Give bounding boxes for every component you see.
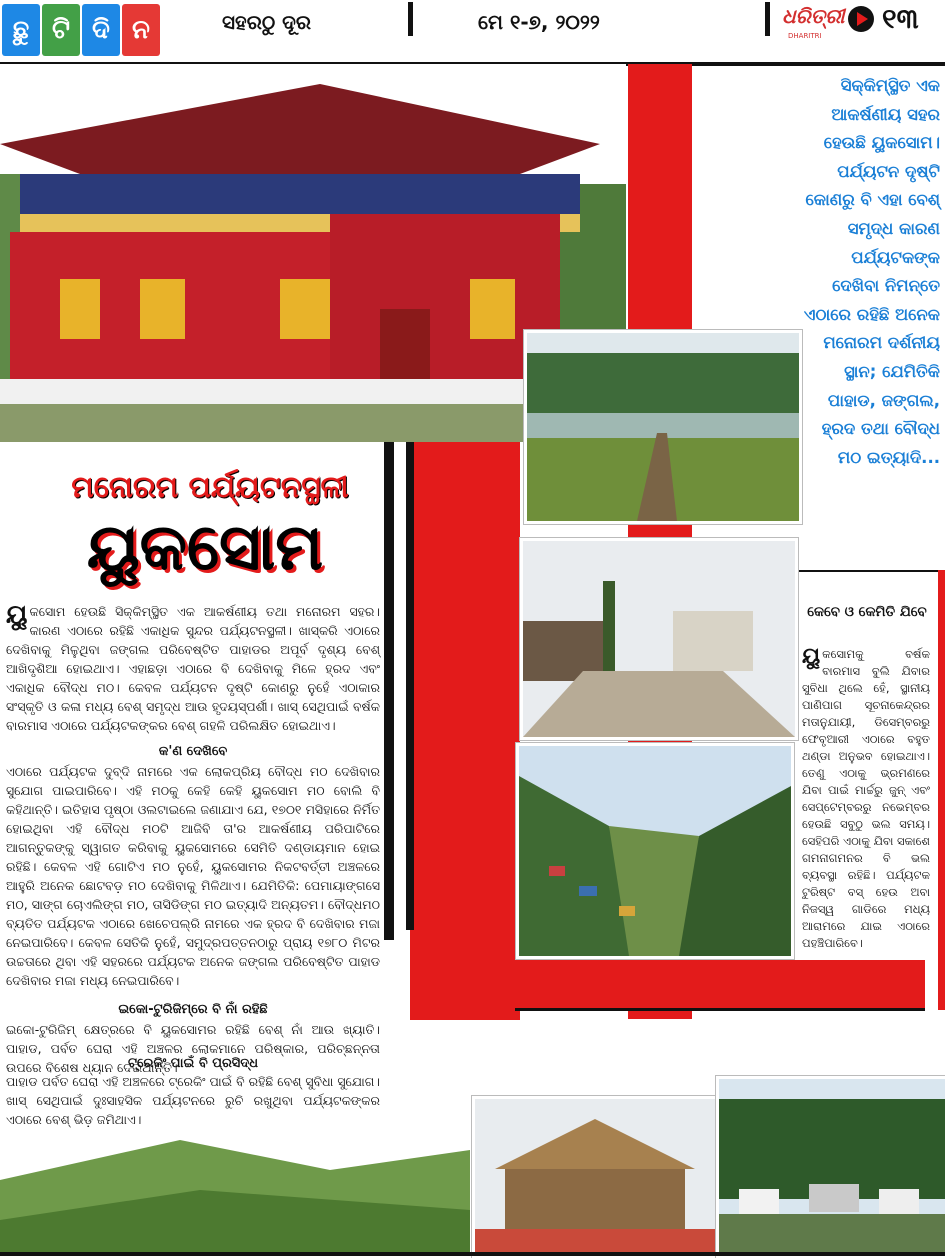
header-divider <box>765 2 770 36</box>
village-road-photo <box>520 538 798 740</box>
page-topic: ସହରଠୁ ଦୂର <box>222 10 312 34</box>
paper-logo-sub: DHARITRI <box>788 32 822 40</box>
decor-black-bar <box>406 420 414 930</box>
section-letter-3: ଦି <box>82 4 120 56</box>
section-letter-1: ଛୁ <box>2 4 40 56</box>
lake-photo <box>524 330 802 524</box>
header-divider <box>408 2 413 36</box>
eco-tourism-text: ଇକୋ-ଟୁରିଜିମ୍ କ୍ଷେତ୍ରରେ ବି ୟୁକସୋମର ରହିଛି ବେଶ୍ ନାଁ ଆଉ ଖ୍ୟାତି। ପାହାଡ, ପର୍ବତ ଘେରା ଏହି ଅଞ୍ଚଳର ଲୋକମାନେ ପରିଷ୍କାର, ପରିଚ୍ଛନ୍ନତା ଉପରେ ବିଶେଷ ଧ୍ୟାନ ଦେଇଥାନ୍ତି। <box>6 1022 380 1075</box>
what-to-see-heading: କ'ଣ ଦେଖିବେ <box>158 744 228 759</box>
pull-quote: ସିକ୍କିମ୍‌ସ୍ଥିତ ଏକ ଆକର୍ଷଣୀୟ ସହର ହେଉଛି ୟୁକସୋମ। ପର୍ଯ୍ୟଟନ ଦୃଷ୍ଟି କୋଣରୁ ବି ଏହା ବେଶ୍ ସମୃଦ୍ଧ କାରଣ ପର୍ଯ୍ୟଟକଙ୍କ ଦେଖିବା ନିମନ୍ତେ ଏଠାରେ ରହିଛି ଅନେକ ମନୋରମ ଦର୍ଶନୀୟ ସ୍ଥାନ; ଯେମିତିକି ପାହାଡ, ଜଙ୍ଗଲ, ହ୍ରଦ ତଥା ବୌଦ୍ଧ ମଠ ଇତ୍ୟାଦି... <box>803 76 940 467</box>
trekking-text: ପାହାଡ ପର୍ବତ ଘେରା ଏହି ଅଞ୍ଚଳରେ ଟ୍ରେକିଂ ପାଇଁ ବି ରହିଛି ବେଶ୍ ସୁବିଧା ସୁଯୋଗ। ଖାସ୍ ସେଥିପାଇଁ ଦୁଃସାହସିକ ପର୍ଯ୍ୟଟନରେ ରୁଚି ରଖୁଥିବା ପର୍ଯ୍ୟଟକଙ୍କର ଏଠାରେ ବେଶ୍ ଭିଡ଼ ଜମିଥାଏ। <box>6 1074 380 1127</box>
headline-title: ୟୁକସୋମ <box>86 511 324 585</box>
paper-logo: ଧରିତ୍ରୀ <box>782 4 845 28</box>
headline-kicker: ମନୋରମ ପର୍ଯ୍ୟଟନସ୍ଥଳୀ <box>71 470 349 505</box>
decor-red-band <box>410 420 520 1020</box>
page-number: ୧୩ <box>882 2 919 35</box>
valley-photo <box>516 743 794 959</box>
decor-red-band <box>515 960 925 1010</box>
section-letter-2: ଟି <box>42 4 80 56</box>
section-letter-4: ନ <box>122 4 160 56</box>
decor-red-band <box>938 570 945 1010</box>
how-to-go-heading: କେବେ ଓ କେମିତି ଯିବେ <box>807 604 927 620</box>
decor-black-rule <box>790 570 945 572</box>
what-to-see-text: ଏଠାରେ ପର୍ଯ୍ୟଟକ ଦୁବ୍‌ଦି ନାମରେ ଏକ ଲୋକପ୍ରିୟ ବୌଦ୍ଧ ମଠ ଦେଖିବାର ସୁଯୋଗ ପାଇପାରିବେ। ଏହି ମଠକୁ କେହି କେହି ୟୁକସୋମ ମଠ ବୋଲି ବି କହିଥାନ୍ତି। ଇତିହାସ ପୃଷ୍ଠା ଓଲଟାଇଲେ ଜଣାଯାଏ ଯେ, ୧୭୦୧ ମସିହାରେ ନିର୍ମିତ ହୋଇଥିବା ଏହି ବୌଦ୍ଧ ମଠଟି ଆଜିବି ତା'ର ଆକର୍ଷଣୀୟ ପରିପାଟିରେ ଆଗନ୍ତୁକଙ୍କୁ ସ୍ୱାଗତ କରିବାକୁ ୟୁକସୋମରେ ସେମିତି ଦଣ୍ଡାୟମାନ ହୋଇ ରହିଛି। କେବଳ ଏହି ଗୋଟିଏ ମଠ ନୁହେଁ, ୟୁକସୋମର ନିକଟବର୍ତ୍ତୀ ଅଞ୍ଚଳରେ ଆହୁରି ଅନେକ ଛୋଟବଡ଼ ମଠ ଦେଖିବାକୁ ମିଳିଥାଏ। ଯେମିତିକି: ପେମାୟାଙ୍ଗସେ ମଠ, ସାଙ୍ଗ ଚୋଏଲିଙ୍ଗ ମଠ, ତାସିଡିଙ୍ଗ ମଠ ଇତ୍ୟାଦି ଅନ୍ୟତମ। ବୌଦ୍ଧମଠ ବ୍ୟତିତ ପର୍ଯ୍ୟଟକ ଏଠାରେ ଖେଚେପଲ୍‌ରି ନାମରେ ଏକ ହ୍ରଦ ବି ଦେଖିବାର ମଜା ନେଇପାରିବେ। କେବଳ ସେତିକି ନୁହେଁ, ସମୁଦ୍ରପତ୍ତନଠାରୁ ପ୍ରାୟ ୧୭୮୦ ମିଟର ଉଚ୍ଚତାରେ ଥିବା ଏହି ସହରରେ ପର୍ଯ୍ୟଟକ ଅନେକ ଜଙ୍ଗଲ ପରିବେଷ୍ଟିତ ପାହାଡ ଦେଖିବାର ମଜା ମଧ୍ୟ ନେଇପାରିବେ। <box>6 764 380 988</box>
how-to-go-paragraph <box>802 646 930 952</box>
hut-photo <box>472 1096 718 1258</box>
trekking-heading: ଟ୍ରେକିଂ ପାଇଁ ବି ପ୍ରସିଦ୍ଧ <box>127 1056 259 1071</box>
intro-paragraph <box>6 602 380 735</box>
decor-black-bar <box>515 1008 925 1011</box>
bottom-rule <box>0 1252 945 1256</box>
page-header <box>0 0 945 66</box>
issue-date: ମେ ୧-୭, ୨୦୨୨ <box>478 10 600 34</box>
eco-tourism-heading: ଇକୋ-ଟୁରିଜିମ୍‌ରେ ବି ନାଁ ରହିଛି <box>118 1002 268 1017</box>
drop-cap: ୟୁ <box>6 600 28 630</box>
intro-text: କସୋମ ହେଉଛି ସିକ୍କିମ୍‌ସ୍ଥିତ ଏକ ଆକର୍ଷଣୀୟ ତଥା ମନୋରମ ସହର। କାରଣ ଏଠାରେ ରହିଛି ଏକାଧିକ ସୁନ୍ଦର ପର୍ଯ୍ୟଟନସ୍ଥଳୀ। ଖାସ୍‌କରି ଏଠାରେ ଦେଖିବାକୁ ମିଳୁଥିବା ଜଙ୍ଗଲ ପରିବେଷ୍ଟିତ ପାହାଡର ଅପୂର୍ବ ଦୃଶ୍ୟ ବେଶ୍ ଆଖିଦୃଶିଆ ହୋଇଥାଏ। ଏହାଛଡ଼ା ଏଠାରେ ବି ଦେଖିବାକୁ ମିଳେ ହ୍ରଦ ଏବଂ ଏକାଧିକ ବୌଦ୍ଧ ମଠ। କେବଳ ପର୍ଯ୍ୟଟନ ଦୃଷ୍ଟି କୋଣରୁ ନୁହେଁ ଏଠାକାର ସଂସ୍କୃତି ଓ କଳା ମଧ୍ୟ ବେଶ୍ ସମୃଦ୍ଧ ଆଉ ହୃଦୟସ୍ପର୍ଶୀ। ଖାସ୍ ସେଥିପାଇଁ ବର୍ଷକ ବାରମାସ ଏଠାରେ ପର୍ଯ୍ୟଟକଙ୍କର ବେଶ୍ ଗହଳି ପରିଲକ୍ଷିତ ହୋଇଥାଏ। <box>6 604 380 733</box>
drop-cap: ୟୁ <box>802 644 821 669</box>
town-photo <box>716 1076 945 1258</box>
play-icon <box>848 6 874 32</box>
how-to-go-text: କସୋମକୁ ବର୍ଷକ ବାରମାସ ବୁଲି ଯିବାର ସୁବିଧା ଥିଲେ ହେଁ, ସ୍ଥାନୀୟ ପାଣିପାଗ ସୂଚନାକେନ୍ଦ୍ରର ମତାନୁଯାୟୀ, ଡିସେମ୍ବରରୁ ଫେବୃଆରୀ ଏଠାରେ ବହୁତ ଥଣ୍ଡା ଅନୁଭବ ହୋଇଥାଏ। ତେଣୁ ଏଠାକୁ ଭ୍ରମଣରେ ଯିବା ପାଇଁ ମାର୍ଚ୍ଚରୁ ଜୁନ୍ ଏବଂ ସେପ୍ଟେମ୍ବରରୁ ନଭେମ୍ବର ହେଉଛି ସବୁଠୁ ଭଲ ସମୟ। ସେହିପରି ଏଠାକୁ ଯିବା ସକାଶେ ଗମନାଗମନର ବି ଭଲ ବ୍ୟବସ୍ଥା ରହିଛି। ପର୍ଯ୍ୟଟକ ଟୁରିଷ୍ଟ ବସ୍ ହେଉ ଅବା ନିଜସ୍ୱ ଗାଡିରେ ମଧ୍ୟ ଆରାମରେ ଯାଇ ଏଠାରେ ପହଞ୍ଚିପାରିବେ। <box>802 647 930 950</box>
